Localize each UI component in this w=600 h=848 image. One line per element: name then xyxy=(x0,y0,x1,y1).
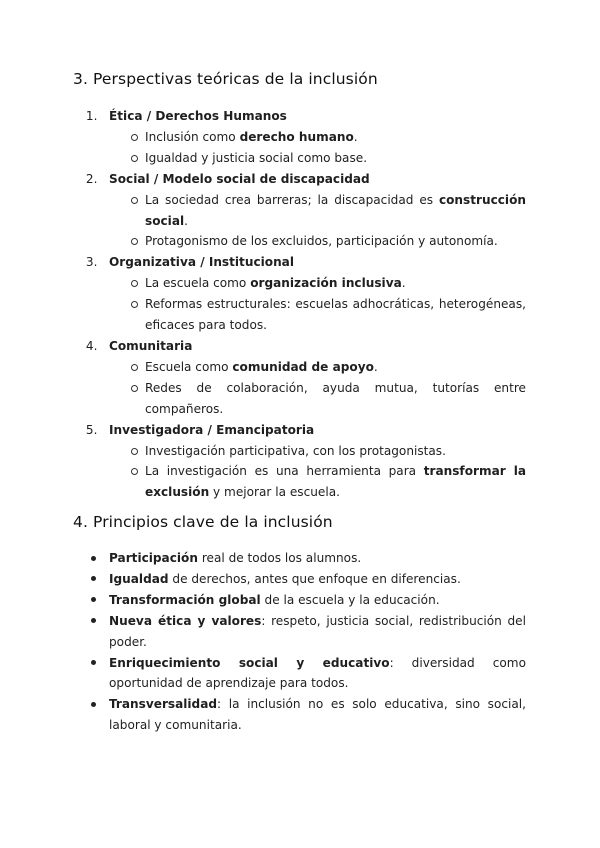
perspective-title-row xyxy=(74,252,526,273)
sub-list-item xyxy=(74,190,526,232)
sub-bold-text: derecho humano xyxy=(239,129,354,144)
perspective-title-row xyxy=(74,106,526,127)
principle-item xyxy=(88,569,526,590)
item-number xyxy=(74,336,109,357)
sub-text: Igualdad y justicia social como base. xyxy=(145,150,368,165)
perspective-item xyxy=(74,252,526,336)
sub-text-end: . xyxy=(373,359,378,374)
item-number-text: 3. xyxy=(85,255,98,270)
sub-list-item xyxy=(74,441,526,462)
sub-list xyxy=(74,357,526,420)
sub-text: La escuela como xyxy=(145,276,251,291)
principle-item xyxy=(88,590,526,611)
perspective-item xyxy=(74,169,526,253)
sub-bold-text: construcción social xyxy=(145,192,526,228)
item-number-text: 4. xyxy=(85,338,98,353)
sub-text: Reformas estructurales: escuelas adhocráticas, heterogéneas, eficaces para todos. xyxy=(145,297,526,333)
sub-list-item xyxy=(74,357,526,378)
perspective-title-row xyxy=(74,420,526,441)
sub-bold-text: transformar la exclusión xyxy=(145,464,526,500)
principle-description: de la escuela y la educación. xyxy=(260,592,440,607)
sub-list xyxy=(74,273,526,336)
item-number-text: 5. xyxy=(85,422,98,437)
section-3-heading: 3. Perspectivas teóricas de la inclusión xyxy=(73,70,378,88)
sub-text-end: . xyxy=(353,129,358,144)
principle-description: real de todos los alumnos. xyxy=(197,551,362,565)
perspective-item xyxy=(74,106,526,169)
principle-description: : la inclusión no es solo educativa, sino social, laboral y comunitaria. xyxy=(109,697,526,733)
sub-text: Inclusión como xyxy=(145,129,240,144)
principle-item xyxy=(88,694,526,736)
perspective-item xyxy=(74,420,526,504)
item-number xyxy=(74,169,109,190)
sub-text-end: . xyxy=(401,276,406,291)
sub-text: La sociedad crea barreras; la discapacidad es xyxy=(145,192,439,207)
sub-text-end: . xyxy=(184,213,188,228)
sub-bold-text: comunidad de apoyo xyxy=(232,359,374,374)
perspective-title: Social / Modelo social de discapacidad xyxy=(109,171,370,186)
sub-list-item xyxy=(74,148,526,169)
principle-name: Participación xyxy=(109,551,198,565)
perspective-title: Investigadora / Emancipatoria xyxy=(109,422,315,437)
principle-description: de derechos, antes que enfoque en diferencias. xyxy=(168,571,461,586)
sub-list xyxy=(74,190,526,253)
sub-text: Redes de colaboración, ayuda mutua, tutorías entre compañeros. xyxy=(145,380,526,416)
perspective-title-row xyxy=(74,169,526,190)
item-number-text: 1. xyxy=(85,109,98,123)
principle-name: Enriquecimiento social y educativo xyxy=(109,655,390,670)
item-number-text: 2. xyxy=(85,171,98,186)
sub-list-item xyxy=(74,378,526,420)
principles-list xyxy=(88,548,526,736)
principle-name: Igualdad xyxy=(109,571,169,586)
sub-text: Escuela como xyxy=(145,359,233,374)
sub-list-item xyxy=(74,294,526,336)
item-number xyxy=(74,252,109,273)
perspective-title: Comunitaria xyxy=(109,338,193,353)
sub-list-item xyxy=(74,127,526,148)
perspective-title: Organizativa / Institucional xyxy=(109,255,294,270)
perspective-item xyxy=(74,336,526,420)
sub-list-item xyxy=(74,461,526,503)
item-number xyxy=(74,106,109,127)
sub-text: Protagonismo de los excluidos, participación y autonomía. xyxy=(145,234,498,249)
principle-description: : respeto, justicia social, redistribución del poder. xyxy=(109,613,526,649)
item-number xyxy=(74,420,109,441)
sub-bold-text: organización inclusiva xyxy=(250,276,402,291)
sub-text-end: y mejorar la escuela. xyxy=(209,485,340,500)
principle-description: : diversidad como oportunidad de aprendizaje para todos. xyxy=(109,655,526,691)
sub-list-item xyxy=(74,273,526,294)
sub-list xyxy=(74,441,526,504)
perspectives-list xyxy=(74,106,526,503)
perspective-title: Ética / Derechos Humanos xyxy=(109,109,287,123)
sub-text: Investigación participativa, con los protagonistas. xyxy=(145,443,446,458)
principle-name: Transformación global xyxy=(109,592,261,607)
sub-list xyxy=(74,127,526,169)
sub-text: La investigación es una herramienta para xyxy=(145,464,424,479)
principle-item xyxy=(88,611,526,653)
section-4-heading: 4. Principios clave de la inclusión xyxy=(73,513,333,531)
principle-item xyxy=(88,548,526,569)
principle-item xyxy=(88,653,526,695)
sub-list-item xyxy=(74,231,526,252)
perspective-title-row xyxy=(74,336,526,357)
principle-name: Nueva ética y valores xyxy=(109,613,262,628)
principle-name: Transversalidad xyxy=(109,697,218,712)
